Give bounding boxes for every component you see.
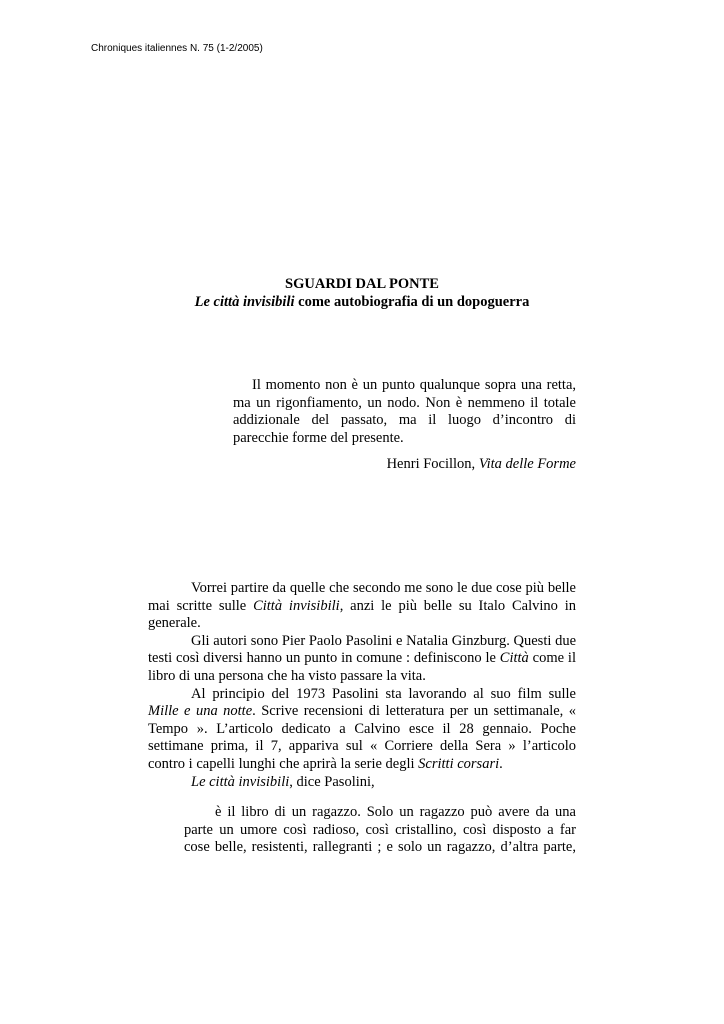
paragraph-3-italic-1: Mille e una notte [148, 703, 253, 720]
epigraph-work: Vita delle Forme [478, 456, 576, 473]
paragraph-1-c: , anzi le più belle su Italo Calvino in generale. [148, 597, 576, 632]
paragraph-2-a: Gli autori sono Pier Paolo Pasolini e Natalia Ginzburg. Questi due testi così diversi hanno un punto in comune : definiscono le [148, 632, 576, 667]
paragraph-3-c: . Scrive recensioni di letteratura per un settimanale, « Tempo ». L’articolo dedicato a Calvino esce il 28 gennaio. Poche settimane prima, il 7, appariva sul « Corriere della Sera » l’articolo contro i capelli lunghi che aprirà la serie degli [148, 703, 577, 772]
block-quote [184, 804, 576, 857]
paragraph-3-italic-2: Scritti corsari [418, 755, 500, 772]
paragraph-4 [148, 774, 576, 792]
article-subtitle [0, 293, 724, 311]
paragraph-2-c: come il libro di una persona che ha visto passare la vita. [148, 650, 576, 684]
epigraph-attribution [233, 456, 576, 474]
running-header: Chroniques italiennes N. 75 (1-2/2005) [91, 43, 263, 54]
epigraph [233, 377, 576, 474]
paragraph-3-a: Al principio del 1973 Pasolini sta lavorando al suo film sulle [191, 685, 576, 702]
paragraph-3 [148, 686, 576, 774]
paragraph-4-b: , dice Pasolini, [289, 773, 375, 790]
epigraph-author: Henri Focillon, [386, 456, 479, 473]
paragraph-1 [148, 580, 576, 633]
epigraph-text: Il momento non è un punto qualunque sopra una retta, ma un rigonfiamento, un nodo. Non è nemmeno il totale addizionale del passato, ma il luogo d’incontro di parecchie forme del presente. [233, 377, 576, 446]
body-text [148, 580, 576, 791]
paragraph-1-a: Vorrei partire da quelle che secondo me sono le due cose più belle mai scritte sulle [148, 580, 576, 614]
block-quote-text: è il libro di un ragazzo. Solo un ragazzo può avere da una parte un umore così radioso, così cristallino, così disposto a far cose belle, resistenti, rallegranti ; e solo un ragazzo, d’altra parte, [184, 804, 576, 856]
subtitle-rest: come autobiografia di un dopoguerra [294, 294, 530, 310]
paragraph-1-italic: Città invisibili [253, 597, 340, 614]
paragraph-2 [148, 633, 576, 686]
subtitle-italic: Le città invisibili [194, 294, 295, 310]
article-title: SGUARDI DAL PONTE [285, 276, 439, 292]
article-title-block [0, 275, 724, 311]
paragraph-4-italic: Le città invisibili [191, 773, 290, 790]
paragraph-2-italic: Città [499, 650, 529, 667]
paragraph-3-e: . [499, 755, 503, 772]
